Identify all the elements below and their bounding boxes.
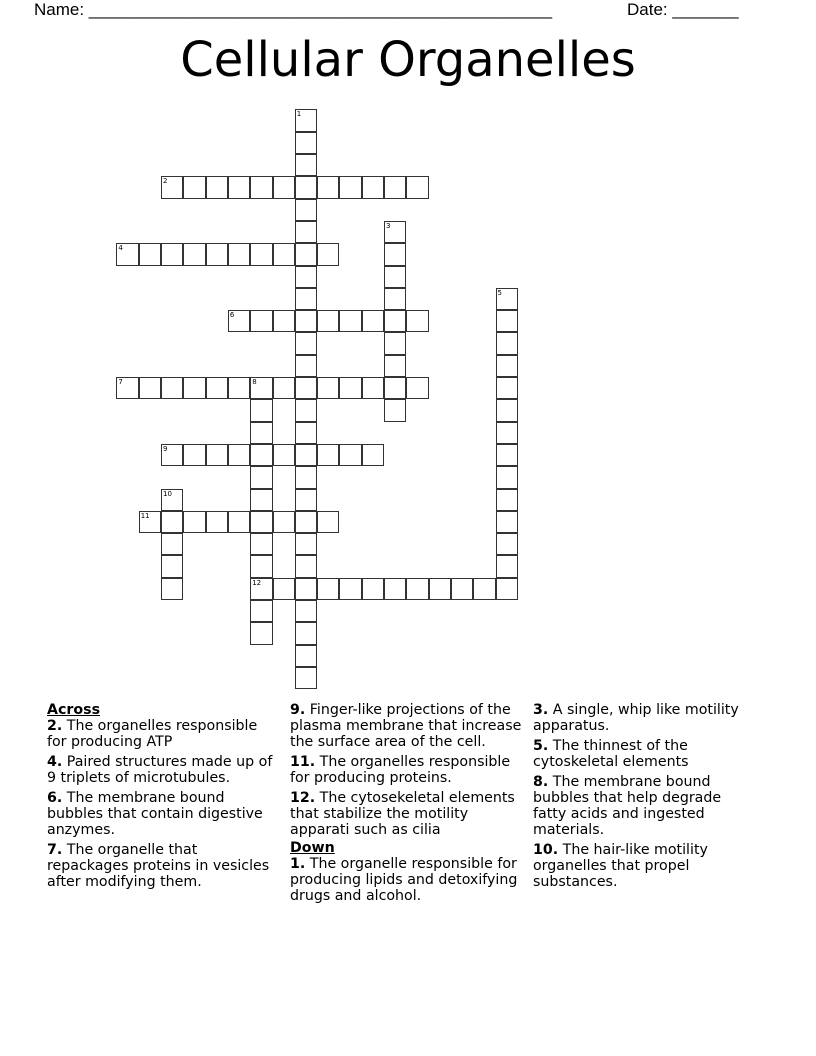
grid-cell[interactable]: [384, 221, 406, 243]
grid-cell[interactable]: [496, 489, 518, 511]
grid-cell[interactable]: [384, 243, 406, 265]
grid-cell[interactable]: [473, 578, 495, 600]
grid-cell[interactable]: [161, 176, 183, 198]
grid-cell[interactable]: [362, 444, 384, 466]
grid-cell[interactable]: [496, 377, 518, 399]
grid-cell[interactable]: [250, 466, 272, 488]
grid-cell[interactable]: [295, 109, 317, 131]
grid-cell[interactable]: [295, 132, 317, 154]
grid-cell[interactable]: [228, 444, 250, 466]
clue-down-10: 10. The hair-like motility organelles that propel substances.: [533, 842, 708, 890]
grid-cell[interactable]: [384, 176, 406, 198]
grid-cell[interactable]: [496, 399, 518, 421]
grid-cell[interactable]: [250, 489, 272, 511]
grid-cell[interactable]: [496, 555, 518, 577]
grid-cell[interactable]: [339, 377, 361, 399]
grid-cell[interactable]: [250, 176, 272, 198]
grid-cell[interactable]: [250, 377, 272, 399]
clue-number: 2: [163, 177, 168, 186]
grid-cell[interactable]: [295, 154, 317, 176]
grid-cell[interactable]: [339, 578, 361, 600]
grid-cell[interactable]: [406, 377, 428, 399]
clue-number: 3: [386, 221, 391, 230]
grid-cell[interactable]: [250, 310, 272, 332]
name-label: Name:: [34, 0, 89, 19]
grid-cell[interactable]: [228, 511, 250, 533]
grid-cell[interactable]: [250, 511, 272, 533]
grid-cell[interactable]: [273, 578, 295, 600]
grid-cell[interactable]: [496, 288, 518, 310]
grid-cell[interactable]: [295, 555, 317, 577]
grid-cell[interactable]: [161, 489, 183, 511]
date-field[interactable]: [627, 0, 739, 20]
grid-cell[interactable]: [250, 444, 272, 466]
grid-cell[interactable]: [317, 444, 339, 466]
grid-cell[interactable]: [496, 578, 518, 600]
grid-cell[interactable]: [384, 578, 406, 600]
clue-down-5: 5. The thinnest of the cytoskeletal elements: [533, 738, 689, 770]
grid-cell[interactable]: [183, 176, 205, 198]
grid-cell[interactable]: [116, 243, 138, 265]
grid-cell[interactable]: [362, 176, 384, 198]
grid-cell[interactable]: [317, 511, 339, 533]
grid-cell[interactable]: [339, 310, 361, 332]
clue-number: 11: [140, 511, 150, 520]
grid-cell[interactable]: [317, 243, 339, 265]
grid-cell[interactable]: [496, 533, 518, 555]
grid-cell[interactable]: [295, 332, 317, 354]
name-field[interactable]: [34, 0, 552, 20]
grid-cell[interactable]: [273, 377, 295, 399]
grid-cell[interactable]: [295, 667, 317, 689]
grid-cell[interactable]: [250, 622, 272, 644]
clue-number: 9: [163, 444, 168, 453]
grid-cell[interactable]: [295, 288, 317, 310]
clue-across-2: 2. The organelles responsible for producing ATP: [47, 718, 258, 750]
grid-cell[interactable]: [406, 578, 428, 600]
grid-cell[interactable]: [295, 399, 317, 421]
grid-cell[interactable]: [250, 399, 272, 421]
grid-cell[interactable]: [496, 355, 518, 377]
grid-cell[interactable]: [228, 310, 250, 332]
grid-cell[interactable]: [295, 511, 317, 533]
clue-column-1: [47, 702, 279, 894]
grid-cell[interactable]: [384, 332, 406, 354]
clue-number: 1: [296, 110, 302, 119]
grid-cell[interactable]: [295, 176, 317, 198]
clue-down-1: 1. The organelle responsible for producing lipids and detoxifying drugs and alcohol.: [290, 856, 518, 904]
grid-cell[interactable]: [295, 645, 317, 667]
grid-cell[interactable]: [206, 176, 228, 198]
grid-cell[interactable]: [250, 555, 272, 577]
grid-cell[interactable]: [295, 533, 317, 555]
grid-cell[interactable]: [384, 377, 406, 399]
grid-cell[interactable]: [362, 578, 384, 600]
grid-cell[interactable]: [161, 444, 183, 466]
grid-cell[interactable]: [161, 377, 183, 399]
grid-cell[interactable]: [429, 578, 451, 600]
across-heading: Across: [47, 702, 101, 718]
grid-cell[interactable]: [161, 243, 183, 265]
grid-cell[interactable]: [139, 243, 161, 265]
grid-cell[interactable]: [295, 355, 317, 377]
grid-cell[interactable]: [273, 444, 295, 466]
page-title: Cellular Organelles: [180, 32, 636, 88]
clue-across-12: 12. The cytosekeletal elements that stabilize the motility apparati such as cilia: [290, 790, 515, 838]
grid-cell[interactable]: [206, 444, 228, 466]
clue-number: 7: [118, 378, 123, 386]
grid-cell[interactable]: [228, 243, 250, 265]
grid-cell[interactable]: [295, 221, 317, 243]
grid-cell[interactable]: [250, 578, 272, 600]
grid-cell[interactable]: [384, 266, 406, 288]
clue-across-6: 6. The membrane bound bubbles that contain digestive anzymes.: [47, 790, 263, 838]
grid-cell[interactable]: [339, 176, 361, 198]
grid-cell[interactable]: [384, 355, 406, 377]
clue-across-7: 7. The organelle that repackages proteins in vesicles after modifying them.: [47, 842, 270, 890]
clue-across-11: 11. The organelles responsible for producing proteins.: [290, 754, 511, 786]
grid-cell[interactable]: [406, 310, 428, 332]
grid-cell[interactable]: [317, 578, 339, 600]
grid-cell[interactable]: [206, 511, 228, 533]
grid-cell[interactable]: [317, 310, 339, 332]
grid-cell[interactable]: [362, 310, 384, 332]
date-label: Date:: [627, 0, 673, 19]
grid-cell[interactable]: [496, 332, 518, 354]
grid-cell[interactable]: [161, 533, 183, 555]
grid-cell[interactable]: [384, 310, 406, 332]
grid-cell[interactable]: [362, 377, 384, 399]
clue-across-9: 9. Finger-like projections of the plasma membrane that increase the surface area of the cell.: [290, 702, 522, 750]
grid-cell[interactable]: [496, 511, 518, 533]
grid-cell[interactable]: [339, 444, 361, 466]
clue-down-3: 3. A single, whip like motility apparatus.: [533, 702, 739, 734]
grid-cell[interactable]: [295, 266, 317, 288]
grid-cell[interactable]: [250, 243, 272, 265]
grid-cell[interactable]: [273, 243, 295, 265]
clue-number: 8: [252, 378, 257, 386]
grid-cell[interactable]: [139, 511, 161, 533]
grid-cell[interactable]: [116, 377, 138, 399]
grid-cell[interactable]: [139, 377, 161, 399]
grid-cell[interactable]: [295, 377, 317, 399]
grid-cell[interactable]: [496, 310, 518, 332]
grid-cell[interactable]: [183, 444, 205, 466]
grid-cell[interactable]: [384, 288, 406, 310]
grid-cell[interactable]: [273, 176, 295, 198]
grid-cell[interactable]: [496, 444, 518, 466]
grid-cell[interactable]: [295, 466, 317, 488]
clue-number: 5: [497, 288, 502, 297]
grid-cell[interactable]: [295, 600, 317, 622]
grid-cell[interactable]: [183, 243, 205, 265]
grid-cell[interactable]: [451, 578, 473, 600]
clue-down-8: 8. The membrane bound bubbles that help degrade fatty acids and ingested materials.: [533, 774, 722, 838]
grid-cell[interactable]: [295, 310, 317, 332]
grid-cell[interactable]: [295, 489, 317, 511]
grid-cell[interactable]: [161, 578, 183, 600]
clue-across-4: 4. Paired structures made up of 9 triplets of microtubules.: [47, 754, 273, 786]
grid-cell[interactable]: [250, 600, 272, 622]
clue-column-3: [533, 702, 743, 894]
grid-cell[interactable]: [273, 511, 295, 533]
grid-cell[interactable]: [295, 444, 317, 466]
clue-number: 6: [229, 311, 235, 320]
grid-cell[interactable]: [317, 176, 339, 198]
clue-number: 4: [118, 244, 123, 253]
name-line[interactable]: _________________________________________________: [88, 0, 553, 19]
grid-cell[interactable]: [228, 377, 250, 399]
clue-number: 12: [252, 578, 262, 587]
grid-cell[interactable]: [496, 422, 518, 444]
grid-cell[interactable]: [295, 622, 317, 644]
grid-cell[interactable]: [161, 511, 183, 533]
grid-cell[interactable]: [206, 243, 228, 265]
grid-cell[interactable]: [295, 578, 317, 600]
clue-number: 10: [163, 489, 172, 498]
grid-cell[interactable]: [406, 176, 428, 198]
grid-cell[interactable]: [295, 422, 317, 444]
grid-cell[interactable]: [384, 399, 406, 421]
date-line[interactable]: _______: [672, 0, 739, 19]
grid-cell[interactable]: [250, 422, 272, 444]
grid-cell[interactable]: [295, 199, 317, 221]
grid-cell[interactable]: [496, 466, 518, 488]
grid-cell[interactable]: [161, 555, 183, 577]
grid-cell[interactable]: [206, 377, 228, 399]
down-heading: Down: [290, 840, 335, 856]
grid-cell[interactable]: [250, 533, 272, 555]
grid-cell[interactable]: [295, 243, 317, 265]
grid-cell[interactable]: [273, 310, 295, 332]
grid-cell[interactable]: [183, 377, 205, 399]
grid-cell[interactable]: [317, 377, 339, 399]
grid-cell[interactable]: [183, 511, 205, 533]
grid-cell[interactable]: [228, 176, 250, 198]
clue-column-2: [290, 702, 522, 908]
